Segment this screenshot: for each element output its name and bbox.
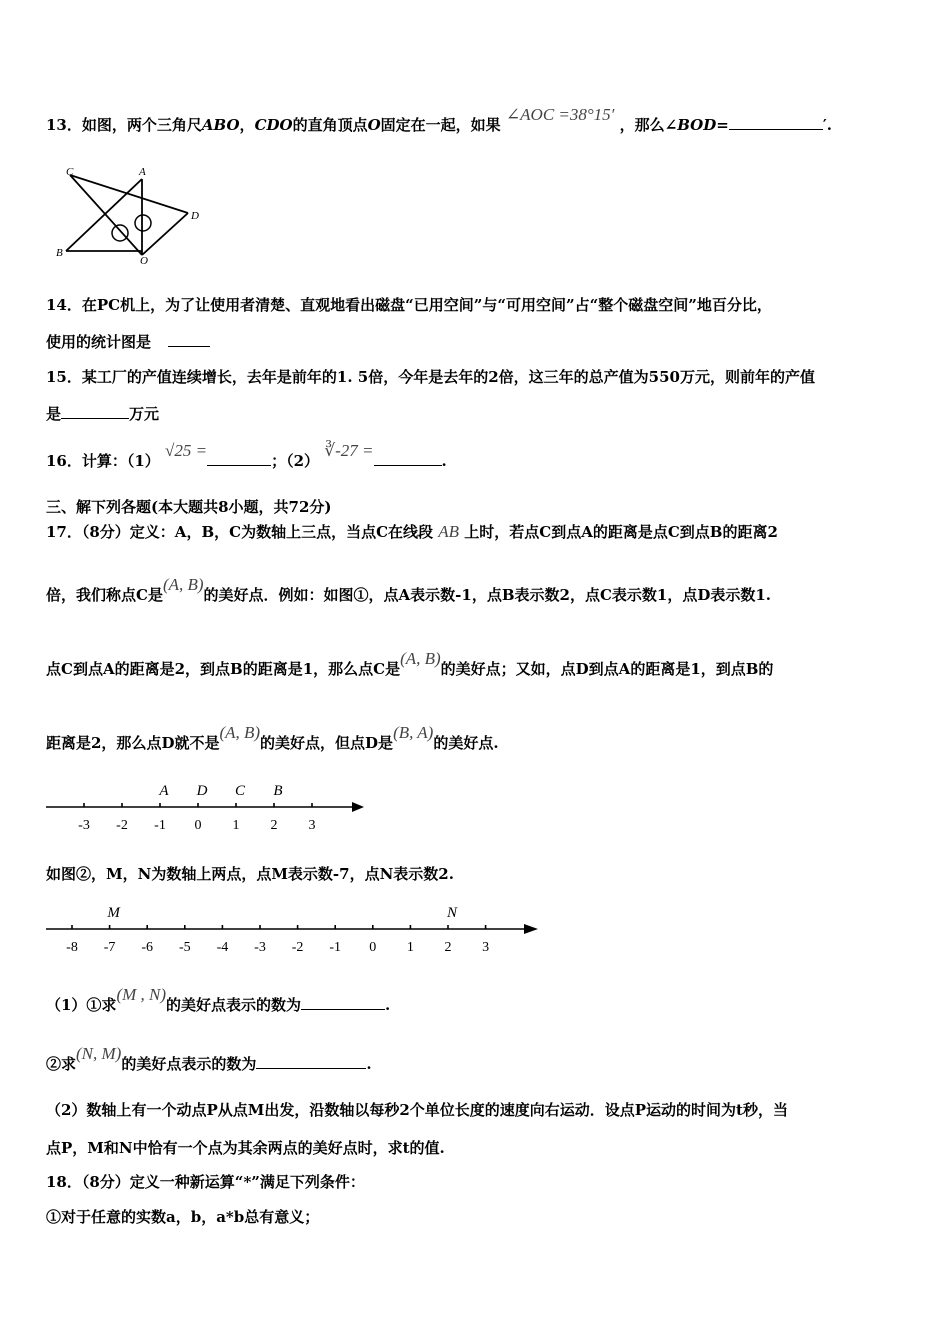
- fig2-tick-label: -6: [141, 940, 154, 955]
- answer-blank-17-2[interactable]: [256, 1054, 366, 1069]
- angle-formula: ∠AOC =38°15′: [505, 105, 615, 124]
- fig-label-a: A: [139, 166, 146, 178]
- fig2-tick-label: 1: [406, 940, 414, 955]
- fig2-tick-label: -5: [178, 940, 191, 955]
- triangle-figure: [52, 163, 212, 268]
- fig-label-c: C: [66, 166, 74, 178]
- answer-blank-14[interactable]: [168, 332, 210, 347]
- number-line-fig2: [40, 895, 550, 957]
- answer-blank-16b[interactable]: [374, 451, 442, 466]
- fig1-tick-label: -1: [154, 818, 166, 833]
- answer-blank-15[interactable]: [61, 404, 129, 419]
- q15-line2: 是 万元: [46, 405, 160, 423]
- fig1-tick-label: 0: [194, 818, 202, 833]
- fig-label-o: O: [140, 255, 148, 267]
- fig2-caption: 如图②，M，N为数轴上两点，点M表示数-7，点N表示数2.: [46, 865, 454, 883]
- number-line-fig1: [40, 775, 380, 837]
- fig1-point-label: A: [159, 783, 169, 799]
- answer-blank-13[interactable]: [729, 115, 823, 130]
- fig-label-b: B: [56, 247, 63, 259]
- fig1-tick-label: -3: [78, 818, 90, 833]
- q17-part2-line2: 点P，M和N中恰有一个点为其余两点的美好点时，求t的值.: [46, 1139, 445, 1157]
- q17-line4: 距离是2，那么点D就不是(A, B)的美好点，但点D是(B, A)的美好点.: [46, 723, 499, 752]
- q17-part2-line1: （2）数轴上有一个动点P从点M出发，沿数轴以每秒2个单位长度的速度向右运动．设点P运动的时间为t秒，当: [46, 1101, 788, 1119]
- fig2-point-label: M: [107, 905, 120, 921]
- fig1-tick-label: -2: [116, 818, 128, 833]
- answer-blank-17-1[interactable]: [301, 995, 385, 1010]
- q14-line2: 使用的统计图是: [46, 332, 210, 352]
- section-3-title: 三、解下列各题(本大题共8小题，共72分): [46, 498, 332, 516]
- fig1-point-label: B: [273, 783, 283, 799]
- fig1-tick-label: 2: [270, 818, 278, 833]
- q17-part1a: （1）①求(M , N)的美好点表示的数为 .: [46, 985, 391, 1014]
- q17-line2: 倍，我们称点C是(A, B)的美好点．例如：如图①，点A表示数-1，点B表示数2，点C表示数1，点D表示数1.: [46, 575, 772, 604]
- fig2-tick-label: -3: [254, 940, 266, 955]
- fig1-point-label: C: [234, 783, 246, 799]
- fig2-tick-label: 2: [444, 940, 452, 955]
- q17-part1b: ②求(N, M)的美好点表示的数为 .: [46, 1044, 372, 1073]
- fig2-tick-label: -2: [291, 940, 304, 955]
- cbrt-expression: ∛-27 =: [324, 441, 374, 460]
- q13-line: 13．如图，两个三角尺ABO，CDO的直角顶点O固定在一起，如果 ∠AOC =38°15′ ，那么∠BOD= ′.: [46, 105, 833, 134]
- q16-line: 16．计算：（1） √25 =；（2） ∛-27 =.: [46, 441, 447, 470]
- answer-blank-16a[interactable]: [207, 451, 271, 466]
- q18-line1: 18．（8分）定义一种新运算“*”满足下列条件：: [46, 1173, 365, 1191]
- fig2-tick-label: -1: [329, 940, 342, 955]
- fig2-tick-label: -8: [66, 940, 78, 955]
- fig1-point-label: D: [196, 783, 208, 799]
- q15-line1: 15．某工厂的产值连续增长，去年是前年的1. 5倍，今年是去年的2倍，这三年的总产值为550万元，则前年的产值: [46, 368, 815, 386]
- sqrt-expression: √25 =: [165, 441, 208, 460]
- fig2-point-label: N: [446, 905, 458, 921]
- fig1-tick-label: 3: [308, 818, 316, 833]
- q17-line3: 点C到点A的距离是2，到点B的距离是1，那么点C是(A, B)的美好点；又如，点D到点A的距离是1，到点B的: [46, 649, 774, 678]
- fig-label-d: D: [191, 210, 199, 222]
- fig2-tick-label: 3: [482, 940, 490, 955]
- fig2-tick-label: -4: [216, 940, 229, 955]
- fig2-tick-label: -7: [103, 940, 116, 955]
- q18-line2: ①对于任意的实数a，b，a*b总有意义；: [46, 1208, 320, 1226]
- q14-line1: 14．在PC机上，为了让使用者清楚、直观地看出磁盘“已用空间”与“可用空间”占“整个磁盘空间”地百分比，: [46, 296, 772, 314]
- q17-line1: 17．（8分）定义：A，B，C为数轴上三点，当点C在线段 AB 上时，若点C到点A的距离是点C到点B的距离2: [46, 522, 778, 541]
- fig1-tick-label: 1: [232, 818, 240, 833]
- fig2-tick-label: 0: [369, 940, 377, 955]
